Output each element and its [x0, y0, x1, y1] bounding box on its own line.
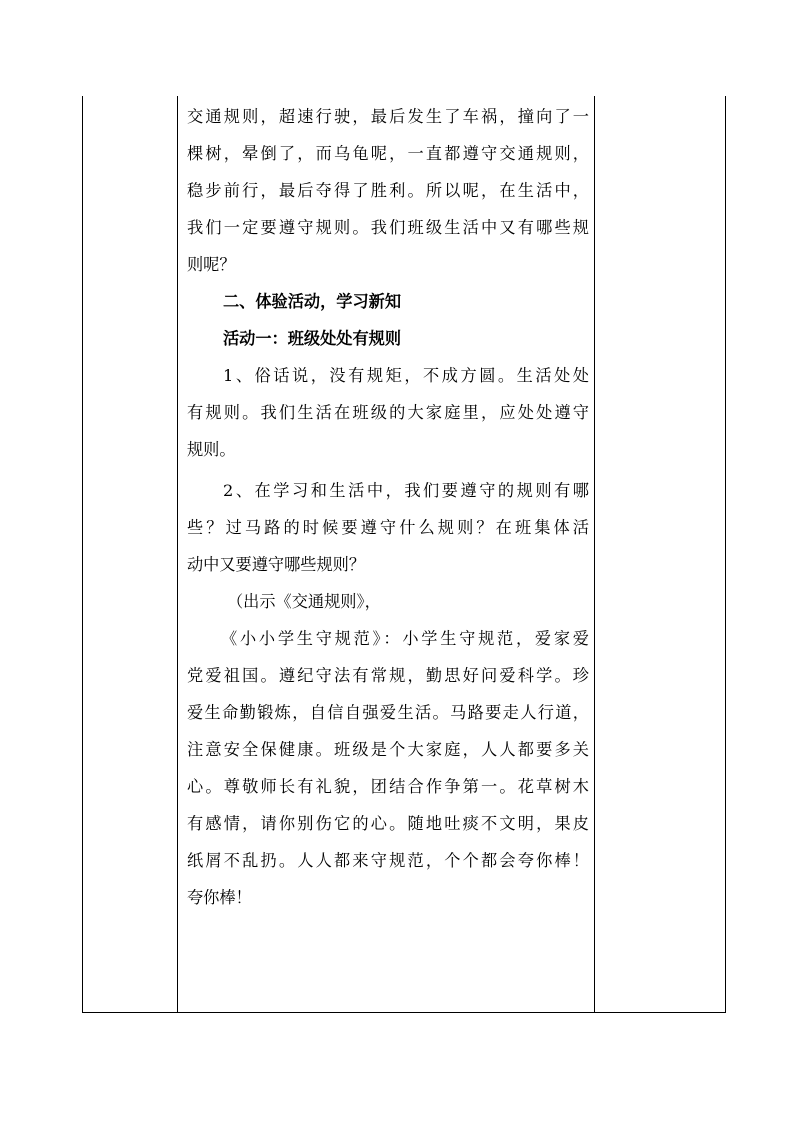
column-divider-right	[594, 96, 595, 1012]
rhyme-line: 有感情，请你别伤它的心。随地吐痰不文明，果皮	[187, 814, 589, 833]
paragraph-line: 2、在学习和生活中，我们要遵守的规则有哪	[223, 481, 589, 500]
body-line: 则呢？	[187, 255, 236, 274]
body-line: 交通规则，超速行驶，最后发生了车祸，撞向了一	[187, 107, 589, 126]
paragraph-line: 1、俗话说，没有规矩，不成方圆。生活处处	[223, 366, 589, 385]
body-line: 棵树，晕倒了，而乌龟呢，一直都遵守交通规则，	[187, 144, 589, 163]
rhyme-line: 《小小学生守规范》：小学生守规范，爱家爱	[221, 629, 589, 648]
show-line: （出示《交通规则》，	[227, 592, 381, 611]
rhyme-line: 夸你棒！	[187, 888, 252, 907]
paragraph-line: 些？过马路的时候要遵守什么规则？在班集体活	[187, 518, 589, 537]
body-line: 我们一定要遵守规则。我们班级生活中又有哪些规	[187, 218, 589, 237]
rhyme-line: 注意安全保健康。班级是个大家庭，人人都要多关	[187, 740, 589, 759]
lesson-content-cell	[187, 98, 589, 916]
paragraph-line: 动中又要遵守哪些规则？	[187, 555, 366, 574]
rhyme-line: 党爱祖国。遵纪守法有常规，勤思好问爱科学。珍	[187, 666, 589, 685]
rhyme-line: 心。尊敬师长有礼貌，团结合作争第一。花草树木	[187, 777, 589, 796]
section-heading: 二、体验活动，学习新知	[223, 292, 402, 311]
column-divider-left	[177, 96, 178, 1012]
rhyme-line: 纸屑不乱扔。人人都来守规范，个个都会夸你棒！	[187, 851, 589, 870]
rhyme-line: 爱生命勤锻炼，自信自强爱生活。马路要走人行道，	[187, 703, 589, 722]
paragraph-line: 有规则。我们生活在班级的大家庭里，应处处遵守	[187, 403, 589, 422]
activity-heading: 活动一：班级处处有规则	[223, 329, 402, 348]
paragraph-line: 规则。	[187, 440, 236, 459]
body-line: 稳步前行，最后夺得了胜利。所以呢，在生活中，	[187, 181, 589, 200]
